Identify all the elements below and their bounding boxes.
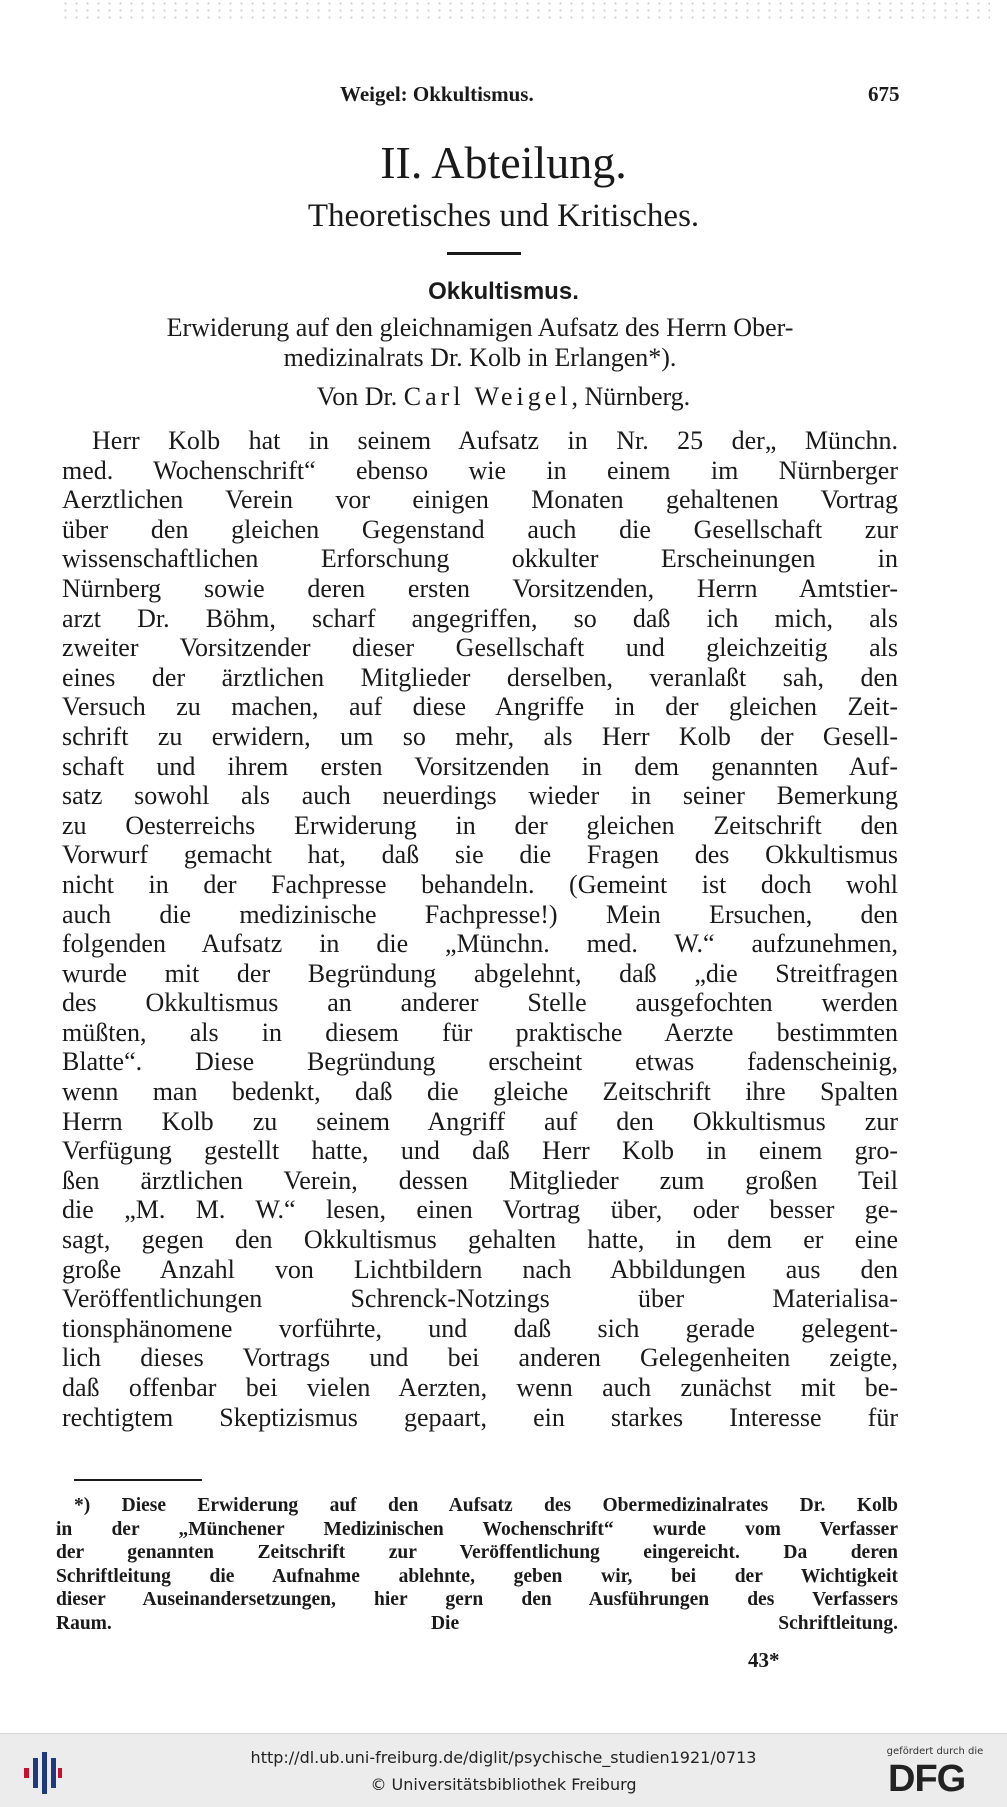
body-line: große Anzahl von Lichtbildern nach Abbildungen aus den [62, 1254, 898, 1284]
footnote-line: der genannten Zeitschrift zur Veröffentlichung eingereicht. Da deren [56, 1542, 898, 1563]
body-line: Versuch zu machen, auf diese Angriffe in der gleichen Zeit- [62, 692, 898, 722]
body-line: wissenschaftlichen Erforschung okkulter Erscheinungen in [62, 544, 898, 574]
byline [0, 382, 1007, 412]
body-line: daß offenbar bei vielen Aerzten, wenn auch zunächst mit be- [62, 1373, 898, 1402]
body-line: Aerztlichen Verein vor einigen Monaten gehaltenen Vortrag [62, 485, 898, 515]
body-line: schaft und ihrem ersten Vorsitzenden in dem genannten Auf- [62, 751, 898, 781]
copyright-notice: © Universitätsbibliothek Freiburg [370, 1775, 637, 1794]
footnote-line: Raum. Die Schriftleitung. [56, 1612, 898, 1634]
footer-bar [0, 1733, 1007, 1807]
body-line: tionsphänomene vorführte, und daß sich gerade gelegent- [62, 1313, 898, 1343]
footnote [56, 1494, 898, 1635]
title-divider [447, 252, 521, 255]
body-line: Herrn Kolb zu seinem Angriff auf den Okkultismus zur [62, 1106, 898, 1136]
body-line: Nürnberg sowie deren ersten Vorsitzenden, Herrn Amtstier- [62, 573, 898, 603]
footnote-line: in der „Münchener Medizinischen Wochenschrift“ wurde vom Verfasser [56, 1518, 898, 1540]
body-line: über den gleichen Gegenstand auch die Gesellschaft zur [62, 514, 898, 544]
body-line: schrift zu erwidern, um so mehr, als Herr Kolb der Gesell- [62, 721, 898, 751]
signature-mark: 43* [748, 1648, 780, 1672]
body-line: nicht in der Fachpresse behandeln. (Gemeint ist doch wohl [62, 869, 898, 899]
body-line: auch die medizinische Fachpresse!) Mein Ersuchen, den [62, 899, 898, 929]
body-line: med. Wochenschrift“ ebenso wie in einem im Nürnberger [62, 455, 898, 485]
body-line: Vorwurf gemacht hat, daß sie die Fragen des Okkultismus [62, 840, 898, 870]
body-line: wurde mit der Begründung abgelehnt, daß „die Streitfragen [62, 958, 898, 988]
section-title: II. Abteilung. [380, 137, 627, 188]
byline-suffix: , Nürnberg. [571, 382, 691, 411]
footnote-line: dieser Auseinandersetzungen, hier gern den Ausführungen des Verfassers [56, 1589, 898, 1610]
footnote-divider [74, 1479, 202, 1481]
body-line: Blatte“. Diese Begründung erscheint etwas fadenscheinig, [62, 1047, 898, 1077]
body-line: Verfügung gestellt hatte, und daß Herr Kolb in einem gro- [62, 1136, 898, 1166]
byline-prefix: Von Dr. [316, 382, 398, 411]
body-line: Veröffentlichungen Schrenck-Notzings über Materialisa- [62, 1284, 898, 1314]
source-url-link[interactable]: http://dl.ub.uni-freiburg.de/diglit/psychische_studien1921/0713 [250, 1748, 757, 1767]
body-line: eines der ärztlichen Mitglieder derselben, veranlaßt sah, den [62, 662, 898, 692]
body-line: rechtigtem Skeptizismus gepaart, ein starkes Interesse für [62, 1402, 898, 1432]
body-line: des Okkultismus an anderer Stelle ausgefochten werden [62, 988, 898, 1018]
running-title: Weigel: Okkultismus. [340, 82, 534, 106]
dfg-logo: DFG [888, 1758, 966, 1800]
article-title: Okkultismus. [428, 278, 579, 305]
section-subtitle: Theoretisches und Kritisches. [307, 198, 700, 234]
body-text [62, 426, 898, 1432]
body-line: ßen ärztlichen Verein, dessen Mitglieder zum großen Teil [62, 1165, 898, 1195]
body-line: arzt Dr. Böhm, scharf angegriffen, so daß ich mich, als [62, 603, 898, 633]
body-line: lich dieses Vortrags und bei anderen Gelegenheiten zeigte, [62, 1343, 898, 1373]
body-line: zu Oesterreichs Erwiderung in der gleichen Zeitschrift den [62, 810, 898, 840]
page-number: 675 [868, 82, 900, 106]
footnote-line: Schriftleitung die Aufnahme ablehnte, geben wir, bei der Wichtigkeit [56, 1565, 898, 1587]
body-line: die „M. M. W.“ lesen, einen Vortrag über, oder besser ge- [62, 1195, 898, 1225]
article-subtitle-line: medizinalrats Dr. Kolb in Erlangen*). [283, 343, 677, 372]
body-line: müßten, als in diesem für praktische Aerzte bestimmten [62, 1017, 898, 1047]
article-subtitle-line: Erwiderung auf den gleichnamigen Aufsatz des Herrn Ober- [166, 313, 794, 342]
footnote-line: *) Diese Erwiderung auf den Aufsatz des Obermedizinalrates Dr. Kolb [74, 1495, 898, 1516]
dfg-caption: gefördert durch die [886, 1746, 984, 1757]
article-subtitle [55, 313, 905, 373]
body-line: satz sowohl als auch neuerdings wieder in seiner Bemerkung [62, 781, 898, 811]
author-name: Carl Weigel [403, 382, 572, 411]
body-line: Herr Kolb hat in seinem Aufsatz in Nr. 25 der„ Münchn. [92, 426, 898, 455]
body-line: wenn man bedenkt, daß die gleiche Zeitschrift ihre Spalten [62, 1077, 898, 1107]
body-line: zweiter Vorsitzender dieser Gesellschaft und gleichzeitig als [62, 633, 898, 663]
body-line: folgenden Aufsatz in die „Münchn. med. W.“ aufzunehmen, [62, 929, 898, 959]
body-line: sagt, gegen den Okkultismus gehalten hatte, in dem er eine [62, 1225, 898, 1255]
running-header [0, 82, 1007, 112]
